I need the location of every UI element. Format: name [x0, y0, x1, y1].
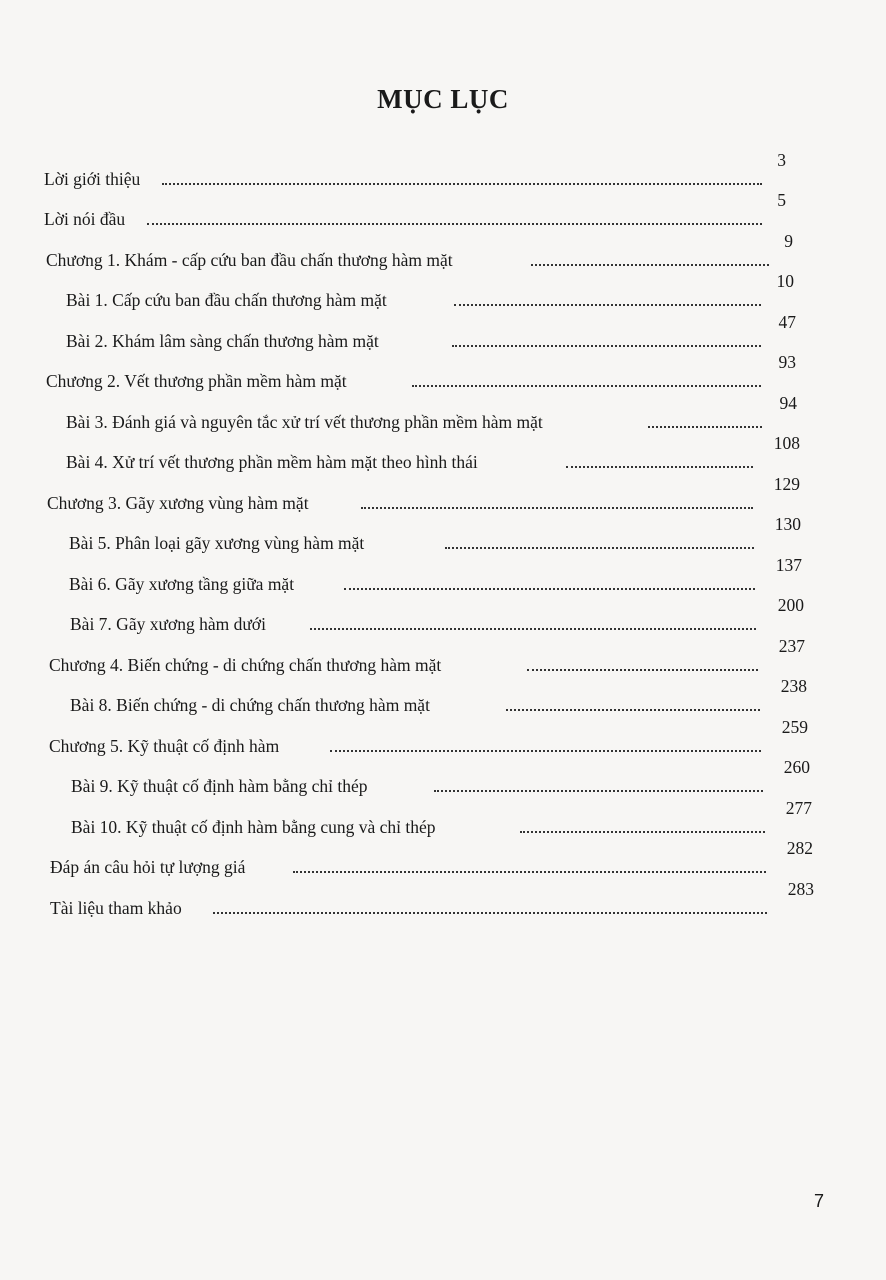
leader-dots — [566, 466, 753, 468]
toc-entry-chapter-3[interactable] — [47, 474, 800, 514]
toc-entry-lesson-9[interactable] — [71, 757, 810, 797]
toc-entry-label: Bài 8. Biến chứng - di chứng chấn thương hàm mặt — [70, 695, 430, 715]
toc-entry-page: 129 — [773, 474, 800, 494]
toc-entry-label: Lời nói đầu — [44, 209, 126, 229]
toc-entry-label: Bài 9. Kỹ thuật cố định hàm bằng chỉ thép — [71, 776, 368, 796]
toc-entry-page: 3 — [777, 150, 786, 170]
toc-entry-label: Bài 4. Xử trí vết thương phần mềm hàm mặt theo hình thái — [66, 452, 478, 472]
toc-entry-label: Bài 6. Gãy xương tầng giữa mặt — [69, 574, 295, 594]
toc-entry-label: Lời giới thiệu — [44, 169, 141, 189]
toc-entry-lesson-8[interactable] — [70, 676, 807, 716]
toc-entry-lesson-10[interactable] — [71, 798, 812, 838]
leader-dots — [434, 790, 763, 792]
leader-dots — [344, 588, 755, 590]
toc-entry-page: 137 — [775, 555, 802, 575]
toc-entry-page: 5 — [777, 190, 786, 210]
toc-entry-page: 237 — [778, 636, 805, 656]
toc-entry-chapter-4[interactable] — [49, 636, 805, 676]
toc-entry-lesson-4[interactable] — [66, 433, 800, 473]
page-number: 7 — [814, 1191, 825, 1211]
toc-entry-chapter-1[interactable] — [46, 231, 793, 271]
leader-dots — [531, 264, 769, 266]
toc-entry-page: 260 — [783, 757, 810, 777]
toc-entry-page: 283 — [787, 879, 814, 899]
toc-entry-lesson-1[interactable] — [66, 271, 794, 311]
toc-entry-label: Tài liệu tham khảo — [50, 898, 182, 918]
leader-dots — [330, 750, 761, 752]
toc-entry-page: 108 — [773, 433, 800, 453]
toc-entry-page: 10 — [776, 271, 794, 291]
toc-entry-label: Chương 3. Gãy xương vùng hàm mặt — [47, 493, 309, 513]
toc-entry-label: Chương 2. Vết thương phần mềm hàm mặt — [46, 371, 347, 391]
toc-entry-label: Đáp án câu hỏi tự lượng giá — [50, 857, 246, 877]
toc-entry-references[interactable] — [50, 879, 814, 919]
toc-entry-page: 47 — [778, 312, 796, 332]
leader-dots — [293, 871, 766, 873]
leader-dots — [147, 223, 762, 225]
leader-dots — [648, 426, 762, 428]
toc-entry-intro[interactable] — [44, 150, 786, 190]
toc-entry-label: Bài 10. Kỹ thuật cố định hàm bằng cung và chỉ thép — [71, 817, 436, 837]
toc-entry-label: Bài 5. Phân loại gãy xương vùng hàm mặt — [69, 533, 365, 553]
toc-entry-page: 200 — [777, 595, 804, 615]
toc-entry-label: Bài 2. Khám lâm sàng chấn thương hàm mặt — [66, 331, 379, 351]
toc-entry-lesson-3[interactable] — [66, 393, 797, 433]
toc-entry-page: 93 — [778, 352, 796, 372]
leader-dots — [310, 628, 756, 630]
toc-entry-label: Chương 1. Khám - cấp cứu ban đầu chấn thương hàm mặt — [46, 250, 453, 270]
toc-entry-preface[interactable] — [44, 190, 786, 230]
leader-dots — [412, 385, 761, 387]
toc-entry-answers[interactable] — [50, 838, 813, 878]
leader-dots — [361, 507, 753, 509]
leader-dots — [454, 304, 761, 306]
toc-entry-page: 259 — [781, 717, 808, 737]
toc-entry-page: 130 — [774, 514, 801, 534]
leader-dots — [162, 183, 762, 185]
toc-entry-chapter-2[interactable] — [46, 352, 796, 392]
toc-entry-label: Bài 3. Đánh giá và nguyên tắc xử trí vết thương phần mềm hàm mặt — [66, 412, 543, 432]
leader-dots — [213, 912, 767, 914]
page-title: MỤC LỤC — [377, 84, 509, 114]
toc-entry-lesson-6[interactable] — [69, 555, 802, 595]
toc-entry-page: 277 — [785, 798, 812, 818]
leader-dots — [445, 547, 754, 549]
toc-entry-page: 9 — [784, 231, 793, 251]
toc-entry-label: Bài 7. Gãy xương hàm dưới — [70, 614, 266, 634]
toc-entry-lesson-5[interactable] — [69, 514, 801, 554]
toc-entry-lesson-2[interactable] — [66, 312, 796, 352]
toc-entry-label: Chương 4. Biến chứng - di chứng chấn thương hàm mặt — [49, 655, 442, 675]
leader-dots — [452, 345, 761, 347]
leader-dots — [520, 831, 765, 833]
leader-dots — [506, 709, 760, 711]
toc-entry-chapter-5[interactable] — [49, 717, 808, 757]
toc-entry-label: Chương 5. Kỹ thuật cố định hàm — [49, 736, 280, 756]
toc-entry-lesson-7[interactable] — [70, 595, 804, 635]
toc-entry-page: 94 — [779, 393, 797, 413]
toc-entry-label: Bài 1. Cấp cứu ban đầu chấn thương hàm mặt — [66, 290, 387, 310]
leader-dots — [527, 669, 758, 671]
toc-entry-page: 282 — [786, 838, 813, 858]
toc-entry-page: 238 — [780, 676, 807, 696]
